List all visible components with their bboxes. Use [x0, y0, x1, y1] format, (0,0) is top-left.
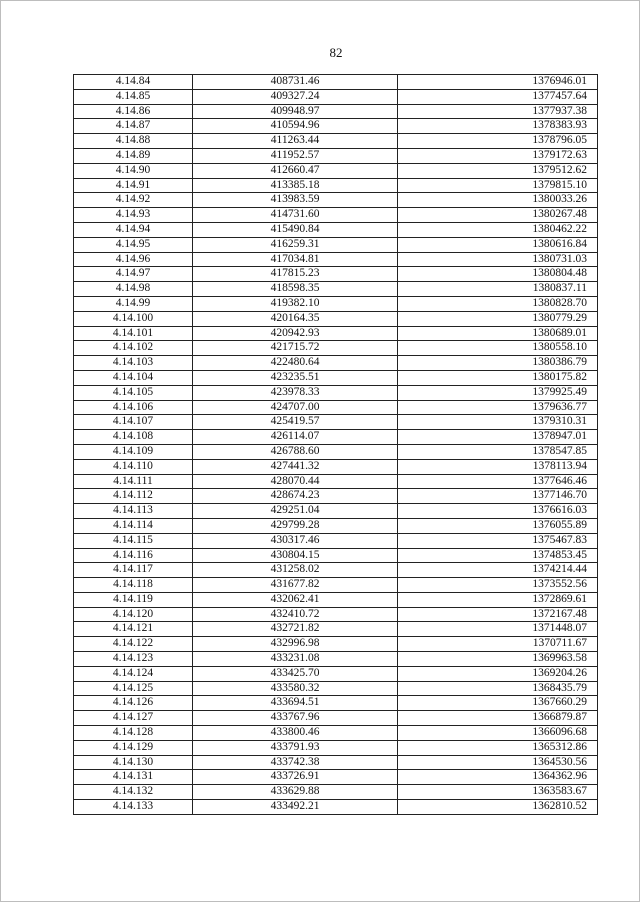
x-coordinate-cell: 420942.93 — [193, 326, 398, 341]
y-coordinate-cell: 1367660.29 — [398, 696, 598, 711]
table-row — [74, 652, 598, 667]
y-coordinate-cell: 1380033.26 — [398, 193, 598, 208]
point-id-cell: 4.14.117 — [74, 563, 193, 578]
table-row — [74, 163, 598, 178]
y-coordinate-cell: 1380175.82 — [398, 370, 598, 385]
y-coordinate-cell: 1380462.22 — [398, 222, 598, 237]
y-coordinate-cell: 1369963.58 — [398, 652, 598, 667]
table-row — [74, 75, 598, 90]
x-coordinate-cell: 423978.33 — [193, 385, 398, 400]
y-coordinate-cell: 1378947.01 — [398, 430, 598, 445]
point-id-cell: 4.14.132 — [74, 785, 193, 800]
point-id-cell: 4.14.109 — [74, 444, 193, 459]
x-coordinate-cell: 413385.18 — [193, 178, 398, 193]
y-coordinate-cell: 1380616.84 — [398, 237, 598, 252]
x-coordinate-cell: 433694.51 — [193, 696, 398, 711]
table-row — [74, 148, 598, 163]
point-id-cell: 4.14.103 — [74, 356, 193, 371]
y-coordinate-cell: 1374214.44 — [398, 563, 598, 578]
point-id-cell: 4.14.111 — [74, 474, 193, 489]
table-row — [74, 548, 598, 563]
table-row — [74, 474, 598, 489]
table-row — [74, 341, 598, 356]
point-id-cell: 4.14.113 — [74, 504, 193, 519]
y-coordinate-cell: 1380828.70 — [398, 296, 598, 311]
x-coordinate-cell: 426788.60 — [193, 444, 398, 459]
point-id-cell: 4.14.120 — [74, 607, 193, 622]
x-coordinate-cell: 419382.10 — [193, 296, 398, 311]
x-coordinate-cell: 430804.15 — [193, 548, 398, 563]
point-id-cell: 4.14.106 — [74, 400, 193, 415]
point-id-cell: 4.14.99 — [74, 296, 193, 311]
table-row — [74, 726, 598, 741]
x-coordinate-cell: 433800.46 — [193, 726, 398, 741]
coordinates-table-body — [74, 75, 598, 815]
x-coordinate-cell: 433425.70 — [193, 666, 398, 681]
point-id-cell: 4.14.84 — [74, 75, 193, 90]
y-coordinate-cell: 1369204.26 — [398, 666, 598, 681]
y-coordinate-cell: 1380558.10 — [398, 341, 598, 356]
table-row — [74, 178, 598, 193]
table-row — [74, 533, 598, 548]
point-id-cell: 4.14.127 — [74, 711, 193, 726]
table-row — [74, 681, 598, 696]
table-row — [74, 489, 598, 504]
point-id-cell: 4.14.101 — [74, 326, 193, 341]
x-coordinate-cell: 408731.46 — [193, 75, 398, 90]
point-id-cell: 4.14.107 — [74, 415, 193, 430]
point-id-cell: 4.14.96 — [74, 252, 193, 267]
table-row — [74, 800, 598, 815]
table-row — [74, 119, 598, 134]
table-row — [74, 622, 598, 637]
table-row — [74, 563, 598, 578]
table-row — [74, 252, 598, 267]
table-row — [74, 208, 598, 223]
point-id-cell: 4.14.104 — [74, 370, 193, 385]
table-row — [74, 711, 598, 726]
x-coordinate-cell: 427441.32 — [193, 459, 398, 474]
x-coordinate-cell: 429799.28 — [193, 518, 398, 533]
point-id-cell: 4.14.89 — [74, 148, 193, 163]
point-id-cell: 4.14.114 — [74, 518, 193, 533]
point-id-cell: 4.14.123 — [74, 652, 193, 667]
x-coordinate-cell: 417815.23 — [193, 267, 398, 282]
x-coordinate-cell: 418598.35 — [193, 282, 398, 297]
y-coordinate-cell: 1377457.64 — [398, 89, 598, 104]
table-row — [74, 326, 598, 341]
table-row — [74, 415, 598, 430]
point-id-cell: 4.14.88 — [74, 134, 193, 149]
point-id-cell: 4.14.116 — [74, 548, 193, 563]
y-coordinate-cell: 1380386.79 — [398, 356, 598, 371]
x-coordinate-cell: 412660.47 — [193, 163, 398, 178]
table-row — [74, 637, 598, 652]
table-row — [74, 370, 598, 385]
x-coordinate-cell: 411952.57 — [193, 148, 398, 163]
point-id-cell: 4.14.90 — [74, 163, 193, 178]
x-coordinate-cell: 415490.84 — [193, 222, 398, 237]
x-coordinate-cell: 433492.21 — [193, 800, 398, 815]
point-id-cell: 4.14.94 — [74, 222, 193, 237]
y-coordinate-cell: 1366096.68 — [398, 726, 598, 741]
table-row — [74, 578, 598, 593]
y-coordinate-cell: 1378113.94 — [398, 459, 598, 474]
point-id-cell: 4.14.85 — [74, 89, 193, 104]
x-coordinate-cell: 409327.24 — [193, 89, 398, 104]
x-coordinate-cell: 433629.88 — [193, 785, 398, 800]
x-coordinate-cell: 433767.96 — [193, 711, 398, 726]
x-coordinate-cell: 423235.51 — [193, 370, 398, 385]
x-coordinate-cell: 431677.82 — [193, 578, 398, 593]
x-coordinate-cell: 417034.81 — [193, 252, 398, 267]
point-id-cell: 4.14.108 — [74, 430, 193, 445]
table-row — [74, 755, 598, 770]
page-number: 82 — [329, 45, 343, 60]
y-coordinate-cell: 1373552.56 — [398, 578, 598, 593]
y-coordinate-cell: 1377646.46 — [398, 474, 598, 489]
x-coordinate-cell: 433726.91 — [193, 770, 398, 785]
point-id-cell: 4.14.128 — [74, 726, 193, 741]
table-row — [74, 134, 598, 149]
table-row — [74, 607, 598, 622]
y-coordinate-cell: 1378383.93 — [398, 119, 598, 134]
table-row — [74, 296, 598, 311]
y-coordinate-cell: 1377937.38 — [398, 104, 598, 119]
x-coordinate-cell: 432062.41 — [193, 592, 398, 607]
y-coordinate-cell: 1379172.63 — [398, 148, 598, 163]
point-id-cell: 4.14.110 — [74, 459, 193, 474]
point-id-cell: 4.14.97 — [74, 267, 193, 282]
y-coordinate-cell: 1380731.03 — [398, 252, 598, 267]
point-id-cell: 4.14.93 — [74, 208, 193, 223]
x-coordinate-cell: 428070.44 — [193, 474, 398, 489]
point-id-cell: 4.14.130 — [74, 755, 193, 770]
y-coordinate-cell: 1379310.31 — [398, 415, 598, 430]
x-coordinate-cell: 432410.72 — [193, 607, 398, 622]
x-coordinate-cell: 410594.96 — [193, 119, 398, 134]
y-coordinate-cell: 1380689.01 — [398, 326, 598, 341]
point-id-cell: 4.14.119 — [74, 592, 193, 607]
y-coordinate-cell: 1364362.96 — [398, 770, 598, 785]
x-coordinate-cell: 432721.82 — [193, 622, 398, 637]
table-row — [74, 356, 598, 371]
y-coordinate-cell: 1376946.01 — [398, 75, 598, 90]
table-row — [74, 267, 598, 282]
point-id-cell: 4.14.122 — [74, 637, 193, 652]
table-row — [74, 222, 598, 237]
x-coordinate-cell: 421715.72 — [193, 341, 398, 356]
x-coordinate-cell: 420164.35 — [193, 311, 398, 326]
x-coordinate-cell: 426114.07 — [193, 430, 398, 445]
y-coordinate-cell: 1378547.85 — [398, 444, 598, 459]
point-id-cell: 4.14.92 — [74, 193, 193, 208]
point-id-cell: 4.14.91 — [74, 178, 193, 193]
x-coordinate-cell: 424707.00 — [193, 400, 398, 415]
point-id-cell: 4.14.121 — [74, 622, 193, 637]
y-coordinate-cell: 1378796.05 — [398, 134, 598, 149]
x-coordinate-cell: 433742.38 — [193, 755, 398, 770]
table-row — [74, 430, 598, 445]
point-id-cell: 4.14.131 — [74, 770, 193, 785]
y-coordinate-cell: 1379925.49 — [398, 385, 598, 400]
table-row — [74, 104, 598, 119]
y-coordinate-cell: 1380779.29 — [398, 311, 598, 326]
point-id-cell: 4.14.102 — [74, 341, 193, 356]
y-coordinate-cell: 1380837.11 — [398, 282, 598, 297]
table-row — [74, 282, 598, 297]
point-id-cell: 4.14.100 — [74, 311, 193, 326]
x-coordinate-cell: 433791.93 — [193, 740, 398, 755]
x-coordinate-cell: 416259.31 — [193, 237, 398, 252]
x-coordinate-cell: 422480.64 — [193, 356, 398, 371]
x-coordinate-cell: 414731.60 — [193, 208, 398, 223]
table-row — [74, 518, 598, 533]
x-coordinate-cell: 411263.44 — [193, 134, 398, 149]
y-coordinate-cell: 1368435.79 — [398, 681, 598, 696]
x-coordinate-cell: 430317.46 — [193, 533, 398, 548]
point-id-cell: 4.14.115 — [74, 533, 193, 548]
table-row — [74, 400, 598, 415]
y-coordinate-cell: 1379815.10 — [398, 178, 598, 193]
y-coordinate-cell: 1372167.48 — [398, 607, 598, 622]
y-coordinate-cell: 1371448.07 — [398, 622, 598, 637]
table-row — [74, 504, 598, 519]
y-coordinate-cell: 1375467.83 — [398, 533, 598, 548]
coordinates-table — [73, 74, 598, 815]
y-coordinate-cell: 1372869.61 — [398, 592, 598, 607]
point-id-cell: 4.14.118 — [74, 578, 193, 593]
point-id-cell: 4.14.133 — [74, 800, 193, 815]
table-row — [74, 385, 598, 400]
y-coordinate-cell: 1380267.48 — [398, 208, 598, 223]
table-row — [74, 592, 598, 607]
y-coordinate-cell: 1374853.45 — [398, 548, 598, 563]
table-row — [74, 193, 598, 208]
x-coordinate-cell: 433580.32 — [193, 681, 398, 696]
y-coordinate-cell: 1379636.77 — [398, 400, 598, 415]
point-id-cell: 4.14.98 — [74, 282, 193, 297]
x-coordinate-cell: 409948.97 — [193, 104, 398, 119]
x-coordinate-cell: 432996.98 — [193, 637, 398, 652]
table-row — [74, 785, 598, 800]
point-id-cell: 4.14.112 — [74, 489, 193, 504]
y-coordinate-cell: 1370711.67 — [398, 637, 598, 652]
point-id-cell: 4.14.95 — [74, 237, 193, 252]
point-id-cell: 4.14.124 — [74, 666, 193, 681]
y-coordinate-cell: 1363583.67 — [398, 785, 598, 800]
table-row — [74, 696, 598, 711]
table-row — [74, 311, 598, 326]
point-id-cell: 4.14.86 — [74, 104, 193, 119]
y-coordinate-cell: 1362810.52 — [398, 800, 598, 815]
point-id-cell: 4.14.87 — [74, 119, 193, 134]
point-id-cell: 4.14.126 — [74, 696, 193, 711]
point-id-cell: 4.14.105 — [74, 385, 193, 400]
table-row — [74, 459, 598, 474]
y-coordinate-cell: 1376055.89 — [398, 518, 598, 533]
x-coordinate-cell: 425419.57 — [193, 415, 398, 430]
point-id-cell: 4.14.129 — [74, 740, 193, 755]
table-row — [74, 770, 598, 785]
y-coordinate-cell: 1365312.86 — [398, 740, 598, 755]
y-coordinate-cell: 1364530.56 — [398, 755, 598, 770]
y-coordinate-cell: 1377146.70 — [398, 489, 598, 504]
point-id-cell: 4.14.125 — [74, 681, 193, 696]
y-coordinate-cell: 1379512.62 — [398, 163, 598, 178]
y-coordinate-cell: 1366879.87 — [398, 711, 598, 726]
table-row — [74, 666, 598, 681]
y-coordinate-cell: 1380804.48 — [398, 267, 598, 282]
table-row — [74, 89, 598, 104]
x-coordinate-cell: 428674.23 — [193, 489, 398, 504]
x-coordinate-cell: 433231.08 — [193, 652, 398, 667]
y-coordinate-cell: 1376616.03 — [398, 504, 598, 519]
x-coordinate-cell: 413983.59 — [193, 193, 398, 208]
table-row — [74, 237, 598, 252]
x-coordinate-cell: 431258.02 — [193, 563, 398, 578]
table-row — [74, 444, 598, 459]
x-coordinate-cell: 429251.04 — [193, 504, 398, 519]
table-row — [74, 740, 598, 755]
